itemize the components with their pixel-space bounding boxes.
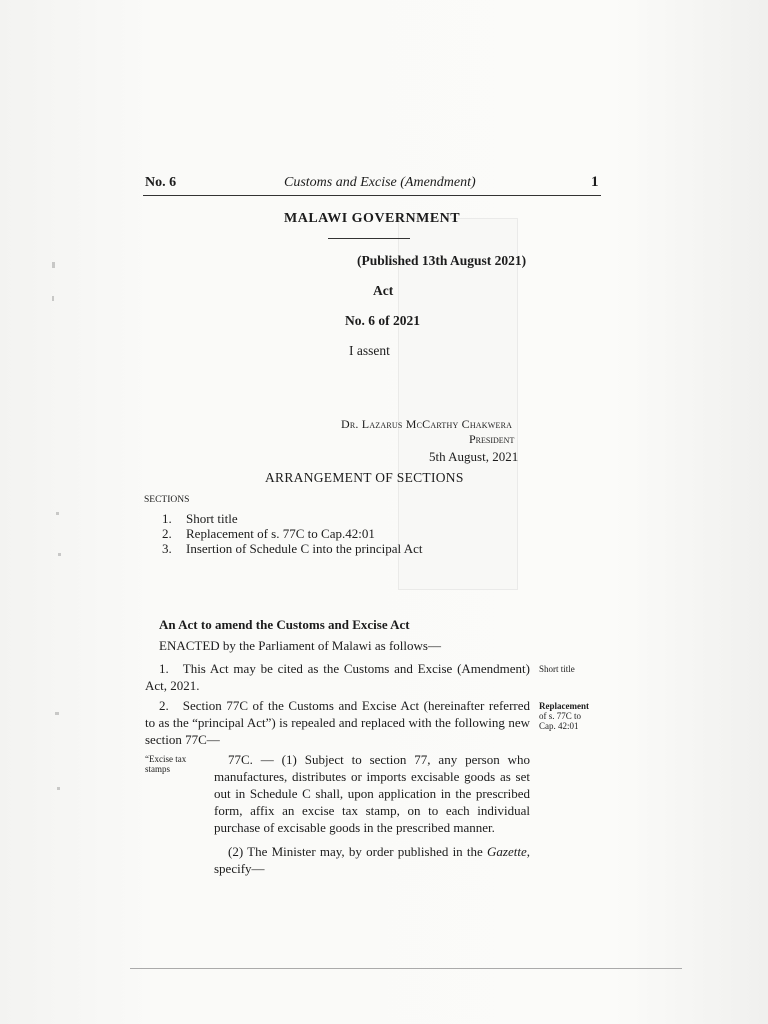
section-2-number: 2.	[159, 698, 169, 713]
header-rule	[143, 195, 601, 196]
section-1-text: This Act may be cited as the Customs and Excise (Amendment) Act, 2021.	[145, 661, 530, 693]
sections-label: SECTIONS	[144, 495, 190, 505]
header-title: Customs and Excise (Amendment)	[284, 175, 476, 190]
section-list-item	[162, 511, 422, 526]
margin-note-excise-tax-stamps: “Excise tax stamps	[145, 754, 187, 774]
section-2-text: Section 77C of the Customs and Excise Act (hereinafter referred to as the “principal Act”) is repealed and replaced with the following new section 77C—	[145, 698, 530, 747]
scan-speck	[58, 553, 61, 556]
margin-note-replacement-title: Replacement	[539, 701, 589, 711]
margin-note-replacement	[539, 701, 589, 731]
subsection-2-end: , specify—	[214, 844, 530, 876]
subsection-2-text: (2) The Minister may, by order published in the	[228, 844, 483, 859]
margin-note-short-title: Short title	[539, 664, 575, 674]
scan-speck	[57, 787, 60, 790]
scan-speck	[56, 512, 59, 515]
section-2	[145, 697, 530, 748]
assent-date: 5th August, 2021	[429, 449, 519, 464]
section-77c-subsection-1	[214, 751, 530, 836]
title-rule	[328, 238, 410, 239]
act-label: Act	[373, 283, 394, 298]
section-1	[145, 660, 530, 694]
section-list-number: 2.	[162, 526, 172, 541]
section-list-item	[162, 541, 422, 556]
section-77c-text: 77C. — (1) Subject to section 77, any person who manufactures, distributes or imports excisable goods as set out in Schedule C shall, upon application in the prescribed form, affix an excise tax stamp, on to each individual purchase of excisable goods in the prescribed manner.	[214, 752, 530, 835]
sections-list	[162, 511, 422, 556]
page-number: 1	[591, 174, 599, 190]
header-act-number: No. 6	[145, 175, 177, 190]
government-heading: MALAWI GOVERNMENT	[284, 211, 461, 226]
long-title: An Act to amend the Customs and Excise Act	[159, 617, 410, 632]
scan-speck	[55, 712, 59, 715]
section-77c-subsection-2	[214, 843, 530, 877]
president-title: President	[469, 432, 515, 446]
section-1-number: 1.	[159, 661, 169, 676]
section-list-text: Short title	[186, 511, 238, 526]
published-date: (Published 13th August 2021)	[357, 253, 527, 268]
section-list-number: 1.	[162, 511, 172, 526]
arrangement-heading: ARRANGEMENT OF SECTIONS	[265, 470, 464, 485]
section-list-text: Insertion of Schedule C into the principal Act	[186, 541, 423, 556]
enacting-clause: ENACTED by the Parliament of Malawi as follows—	[159, 638, 441, 653]
act-number: No. 6 of 2021	[345, 313, 420, 328]
margin-note-replacement-detail: of s. 77C to Cap. 42:01	[539, 711, 582, 731]
section-list-number: 3.	[162, 541, 172, 556]
president-name: Dr. Lazarus McCarthy Chakwera	[341, 417, 513, 431]
scan-speck	[52, 262, 55, 268]
page-bottom-edge	[130, 968, 682, 969]
gazette-word: Gazette	[487, 844, 527, 859]
section-list-item	[162, 526, 422, 541]
section-list-text: Replacement of s. 77C to Cap.42:01	[186, 526, 375, 541]
scan-speck	[52, 296, 54, 301]
assent-text: I assent	[349, 343, 390, 358]
